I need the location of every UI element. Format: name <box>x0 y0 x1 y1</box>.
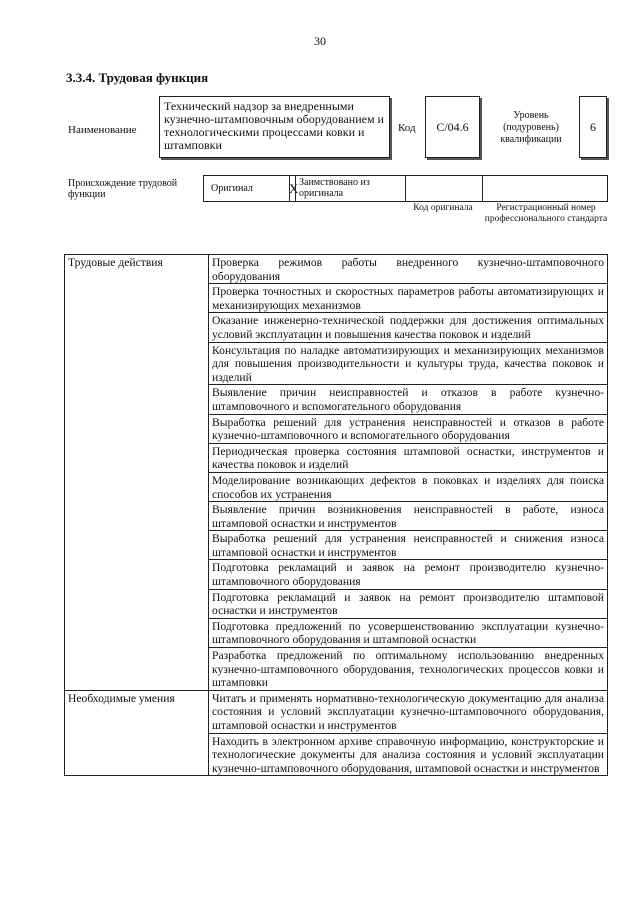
borrowed-label: Заимствовано из оригинала <box>295 175 406 202</box>
section-label: Необходимые умения <box>65 690 209 776</box>
origin-row <box>203 175 608 202</box>
table-row <box>65 255 608 284</box>
level-value: 6 <box>579 96 607 158</box>
section-label: Трудовые действия <box>65 255 209 691</box>
name-value: Технический надзор за внедренными кузнечно-штамповочным оборудованием и технологическими процессами ковки и штамповки <box>159 96 390 158</box>
original-label: Оригинал <box>203 175 290 202</box>
function-table <box>64 254 608 776</box>
reg-number-cell <box>482 175 608 202</box>
code-label: Код <box>398 122 416 134</box>
table-cell: Находить в электронном архиве справочную информацию, конструкторские и технологические документы для анализа состояния и условий эксплуатации кузнечно-штамповочного оборудования, штамповой оснастки и инструментов <box>209 733 608 776</box>
original-code-cell <box>405 175 483 202</box>
table-cell: Консультация по наладке автоматизирующих и механизирующих механизмов для повышения производительности и культуры труда, качества поковок и изделий <box>209 342 608 385</box>
table-cell: Читать и применять нормативно-технологическую документацию для анализа состояния и условий эксплуатации кузнечно-штамповочного оборудования, штамповой оснастки и инструментов <box>209 690 608 733</box>
code-caption: Код оригинала <box>413 203 473 213</box>
section-title: 3.3.4. Трудовая функция <box>66 70 209 85</box>
table-cell: Выявление причин возникновения неисправностей в работе, износа штамповой оснастки и инструментов <box>209 502 608 531</box>
table-cell: Подготовка рекламаций и заявок на ремонт производителю штамповой оснастки и инструментов <box>209 589 608 618</box>
table-cell: Выработка решений для устранения неисправностей и снижения износа штамповой оснастки и инструментов <box>209 531 608 560</box>
table-cell: Разработка предложений по оптимальному использованию внедренных кузнечно-штамповочного оборудования, технологических процессов ковки и штамповки <box>209 648 608 691</box>
level-label: Уровень (подуровень) квалификации <box>500 110 562 145</box>
table-cell: Проверка режимов работы внедренного кузнечно-штамповочного оборудования <box>209 255 608 284</box>
table-cell: Моделирование возникающих дефектов в поковках и изделиях для поиска способов их устранения <box>209 472 608 501</box>
table-cell: Оказание инженерно-технической поддержки для достижения оптимальных условий эксплуатации и повышения качества поковок и изделий <box>209 313 608 342</box>
table-cell: Выявление причин неисправностей и отказов в работе кузнечно-штамповочного и вспомогательного оборудования <box>209 385 608 414</box>
reg-caption: Регистрационный номер профессионального стандарта <box>484 203 608 224</box>
origin-label: Происхождение трудовой функции <box>68 178 178 200</box>
name-label: Наименование <box>68 124 137 136</box>
table-cell: Подготовка предложений по усовершенствованию эксплуатации кузнечно-штамповочного оборудования и штамповой оснастки <box>209 618 608 647</box>
table-cell: Выработка решений для устранения неисправностей и отказов в работе кузнечно-штамповочного и вспомогательного оборудования <box>209 414 608 443</box>
table-row <box>65 690 608 733</box>
table-cell: Периодическая проверка состояния штамповой оснастки, инструментов и качества поковок и изделий <box>209 443 608 472</box>
page-number: 30 <box>314 34 326 48</box>
original-mark: X <box>289 175 298 202</box>
table-cell: Подготовка рекламаций и заявок на ремонт производителю кузнечно-штамповочного оборудования <box>209 560 608 589</box>
table-cell: Проверка точностных и скоростных параметров работы автоматизирующих и механизирующих механизмов <box>209 284 608 313</box>
code-value: C/04.6 <box>425 96 480 158</box>
